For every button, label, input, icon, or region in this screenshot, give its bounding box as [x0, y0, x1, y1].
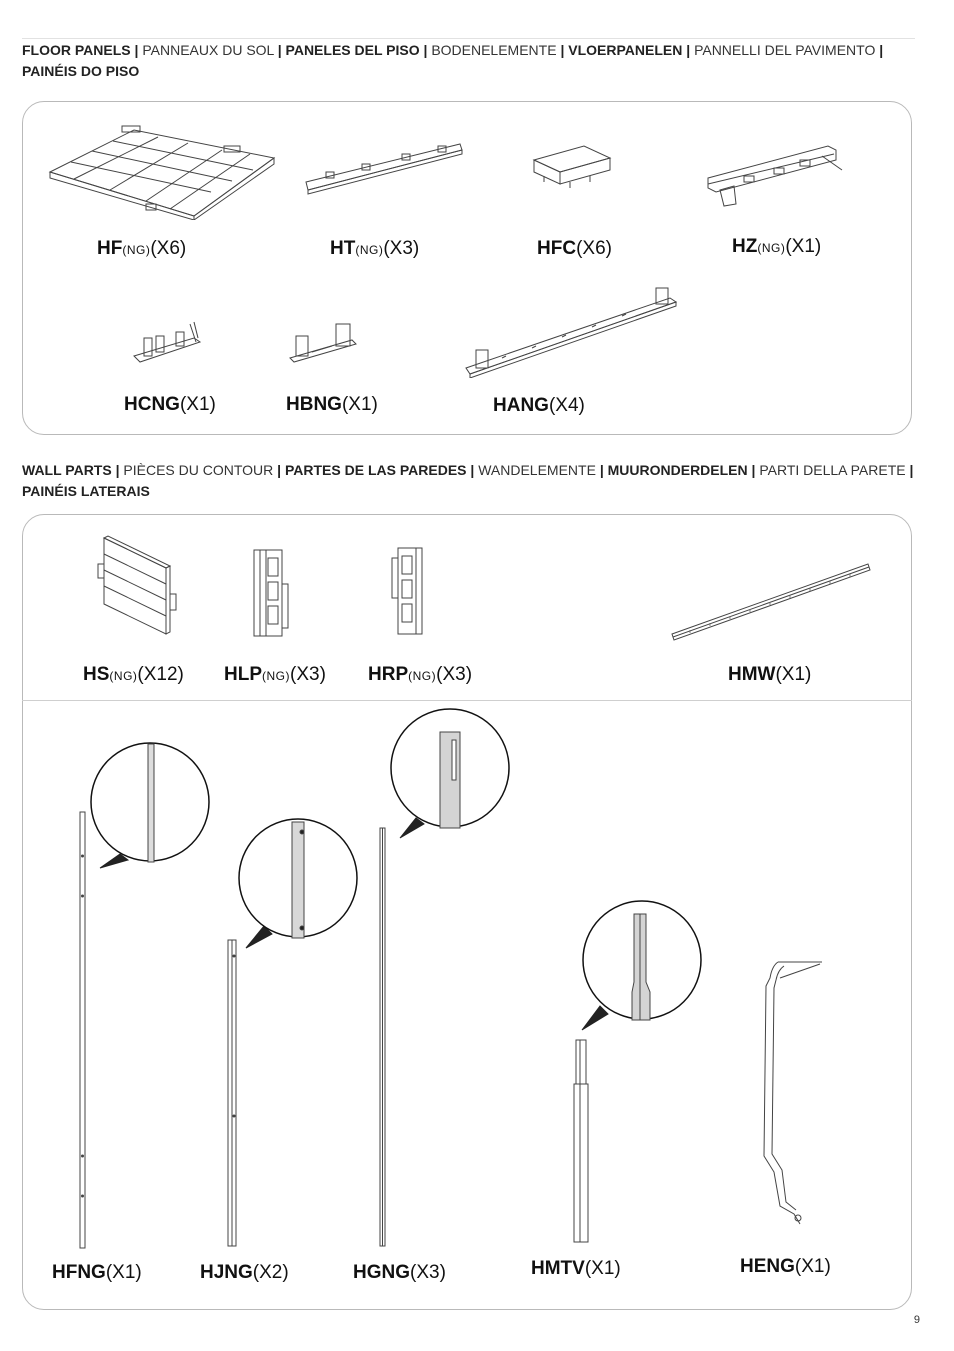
part-label-hf: HF(NG)(X6): [97, 238, 187, 259]
floor-panel-icon: [46, 120, 278, 220]
guide-bar-icon: [372, 706, 516, 1250]
heading-pt: PAINÉIS LATERAIS: [22, 483, 150, 499]
end-bracket-icon: [756, 956, 826, 1228]
base-bracket-icon: [286, 318, 360, 366]
heading-de: WANDELEMENTE: [478, 462, 596, 478]
heading-fr: PANNEAUX DU SOL: [142, 42, 274, 58]
part-label-hbng: HBNG(X1): [286, 394, 378, 415]
right-post-icon: [388, 544, 428, 636]
floor-track-icon: [302, 138, 464, 198]
floor-panels-heading: FLOOR PANELS | PANNEAUX DU SOL | PANELES DEL PISO | BODENELEMENTE | VLOERPANELEN | PANNELLI DEL PAVIMENTO | PAINÉIS DO PISO: [22, 42, 884, 79]
corner-bracket-icon: [130, 318, 206, 366]
top-rule: [22, 38, 915, 39]
part-label-hcng: HCNG(X1): [124, 394, 216, 415]
page-number: 9: [913, 1314, 920, 1326]
heading-en: FLOOR PANELS: [22, 42, 131, 58]
part-label-hfc: HFC(X6): [537, 238, 612, 259]
wall-parts-heading: WALL PARTS | PIÈCES DU CONTOUR | PARTES DE LAS PAREDES | WANDELEMENTE | MUURONDERDELEN | PARTI DELLA PARETE | PAINÉIS LATERAIS: [22, 462, 914, 499]
long-bar-icon: [70, 736, 220, 1252]
part-label-heng: HENG(X1): [740, 1256, 831, 1277]
left-post-icon: [248, 546, 294, 640]
part-label-ht: HT(NG)(X3): [330, 238, 420, 259]
telescopic-bar-icon: [570, 898, 706, 1248]
heading-nl: MUURONDERDELEN: [607, 462, 748, 478]
panel-divider: [22, 700, 912, 701]
heading-en: WALL PARTS: [22, 462, 112, 478]
heading-it: PARTI DELLA PARETE: [759, 462, 906, 478]
floor-connector-icon: [530, 144, 614, 190]
heading-it: PANNELLI DEL PAVIMENTO: [694, 42, 876, 58]
heading-fr: PIÈCES DU CONTOUR: [123, 462, 274, 478]
part-label-hrp: HRP(NG)(X3): [368, 664, 473, 685]
heading-es: PANELES DEL PISO: [285, 42, 420, 58]
part-label-hang: HANG(X4): [493, 395, 585, 416]
heading-nl: VLOERPANELEN: [568, 42, 683, 58]
middle-wall-rail-icon: [670, 560, 874, 642]
heading-pt: PAINÉIS DO PISO: [22, 63, 140, 79]
part-label-hgng: HGNG(X3): [353, 1262, 446, 1283]
part-label-hfng: HFNG(X1): [52, 1262, 142, 1283]
wall-panel-icon: [96, 534, 188, 636]
part-label-hmtv: HMTV(X1): [531, 1258, 621, 1279]
part-label-hmw: HMW(X1): [728, 664, 812, 685]
part-label-hlp: HLP(NG)(X3): [224, 664, 326, 685]
part-label-hs: HS(NG)(X12): [83, 664, 184, 685]
part-label-hz: HZ(NG)(X1): [732, 236, 822, 257]
floor-z-bracket-icon: [704, 140, 846, 210]
heading-es: PARTES DE LAS PAREDES: [284, 462, 467, 478]
heading-de: BODENELEMENTE: [431, 42, 557, 58]
part-label-hjng: HJNG(X2): [200, 1262, 289, 1283]
angle-rail-icon: [462, 284, 682, 378]
joint-bar-icon: [220, 816, 362, 1252]
